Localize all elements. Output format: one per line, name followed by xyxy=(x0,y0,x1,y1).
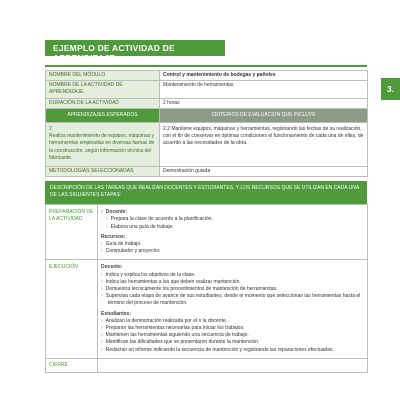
chapter-tab xyxy=(381,78,400,100)
list-item: › Guía de trabajo. xyxy=(101,241,142,248)
stage-preparacion xyxy=(46,205,368,260)
metodologias-row xyxy=(46,167,368,177)
info-row-module xyxy=(46,71,368,81)
aprendizaje-number: 2. xyxy=(49,126,54,133)
aprendizaje-text: Realiza mantenimiento de equipos, máquinas y herramientas empleadas en diversas faenas de la construcción, según información técnica del fabricante. xyxy=(49,133,155,161)
duration-value: 2 horas xyxy=(160,98,368,108)
list-item: › Redactan un informe indicando la secuencia de mantención y registrando las reparaciones efectuadas. xyxy=(101,346,334,353)
info-row-duration xyxy=(46,98,368,108)
ejecucion-content xyxy=(98,260,368,358)
aprendizajes-header: APRENDIZAJES ESPERADOS xyxy=(46,108,160,122)
list-item: › Identifican las dificultades que se presentaron durante la mantención. xyxy=(101,339,260,346)
list-item: › Indica las herramientas a las que deben realizar mantención. xyxy=(101,278,241,285)
bullet-arrow-icon: › xyxy=(101,346,103,353)
module-label: NOMBRE DEL MÓDULO xyxy=(46,71,160,81)
list-item: › Preparan las herramientas necesarias para iniciar los trabajos. xyxy=(101,325,245,332)
stage-ejecucion xyxy=(46,260,368,358)
bullet-arrow-icon: › xyxy=(101,339,103,346)
bullet-arrow-icon: › xyxy=(101,278,103,285)
metodologias-label: METODOLOGÍAS SELECCIONADAS xyxy=(46,167,160,177)
preparacion-label: PREPARACIÓN DE LA ACTIVIDAD xyxy=(46,205,98,260)
preparacion-docente-title: › Docente: xyxy=(101,209,128,216)
criterios-header: CRITERIOS DE EVALUACIÓN QUE INCLUYE xyxy=(160,108,368,122)
criterio-text: 2.2 Mantiene equipos, máquinas y herramientas, registrando las fechas de su realización, con el fin de conservar en óptimas condiciones el funcionamiento de cada una de ellas, de acuerdo a las necesidades de la obra. xyxy=(163,126,364,147)
list-item: › Supervisa cada etapa de avance de sus estudiantes, desde el momento que seleccionan las herramientas hasta el término del proceso de mantención. xyxy=(101,293,361,307)
bullet-arrow-icon: › xyxy=(106,223,108,230)
list-item: › Elabora una guía de trabajo. xyxy=(106,223,174,230)
title-rule xyxy=(45,65,367,67)
bullet-arrow-icon: › xyxy=(101,332,103,339)
aprendizaje-row xyxy=(46,123,368,167)
bullet-arrow-icon: › xyxy=(101,209,103,216)
list-item: › Analizan la demostración realizada por el o la docente. xyxy=(101,317,228,324)
bullet-arrow-icon: › xyxy=(101,325,103,332)
bullet-arrow-icon: › xyxy=(101,241,103,248)
bullet-arrow-icon: › xyxy=(101,271,103,278)
criterio-cell xyxy=(160,123,368,167)
ejecucion-label: EJECUCIÓN xyxy=(46,260,98,358)
info-table xyxy=(45,70,368,177)
module-value: Control y mantenimiento de bodegas y pañoles xyxy=(160,71,368,81)
bullet-arrow-icon: › xyxy=(101,293,103,300)
stage-cierre xyxy=(46,358,368,372)
activity-label: NOMBRE DE LA ACTIVIDAD DE APRENDIZAJE xyxy=(46,81,160,98)
column-headers xyxy=(46,108,368,122)
cierre-label: CIERRE xyxy=(46,358,98,372)
aprendizaje-cell xyxy=(46,123,160,167)
recursos-title: Recursos: xyxy=(101,233,126,240)
bullet-arrow-icon: › xyxy=(101,248,103,255)
list-item: › Mantienen las herramientas siguiendo una secuencia de trabajo. xyxy=(101,332,249,339)
bullet-arrow-icon: › xyxy=(106,216,108,223)
info-row-activity xyxy=(46,81,368,98)
cierre-content xyxy=(98,358,368,372)
metodologias-value: Demostración guiada xyxy=(160,167,368,177)
sheet-title: EJEMPLO DE ACTIVIDAD DE APRENDIZAJE xyxy=(45,40,225,56)
estudiantes-title: Estudiantes: xyxy=(101,310,132,317)
bullet-arrow-icon: › xyxy=(101,317,103,324)
duration-label: DURACIÓN DE LA ACTIVIDAD xyxy=(46,98,160,108)
chapter-number: 3. xyxy=(387,84,394,94)
stages-table xyxy=(45,204,368,373)
list-item: › Indica y explica los objetivos de la clase. xyxy=(101,271,196,278)
list-item: › Computador y proyector. xyxy=(101,248,161,255)
tasks-banner: DESCRIPCIÓN DE LAS TAREAS QUE REALIZAN DOCENTES Y ESTUDIANTES, Y LOS RECURSOS QUE SE UTILIZAN EN CADA UNA DE LAS SIGUIENTES ETAPAS: xyxy=(45,181,367,204)
list-item: › Prepara la clase de acuerdo a la planificación. xyxy=(106,216,213,223)
ejecucion-docente-title: Docente: xyxy=(101,264,123,271)
list-item: › Demuestra técnicamente los procedimientos de mantención de herramientas. xyxy=(101,286,278,293)
bullet-arrow-icon: › xyxy=(101,286,103,293)
activity-value: Mantenimiento de herramientas xyxy=(160,81,368,98)
activity-sheet xyxy=(45,40,367,373)
preparacion-content xyxy=(98,205,368,260)
